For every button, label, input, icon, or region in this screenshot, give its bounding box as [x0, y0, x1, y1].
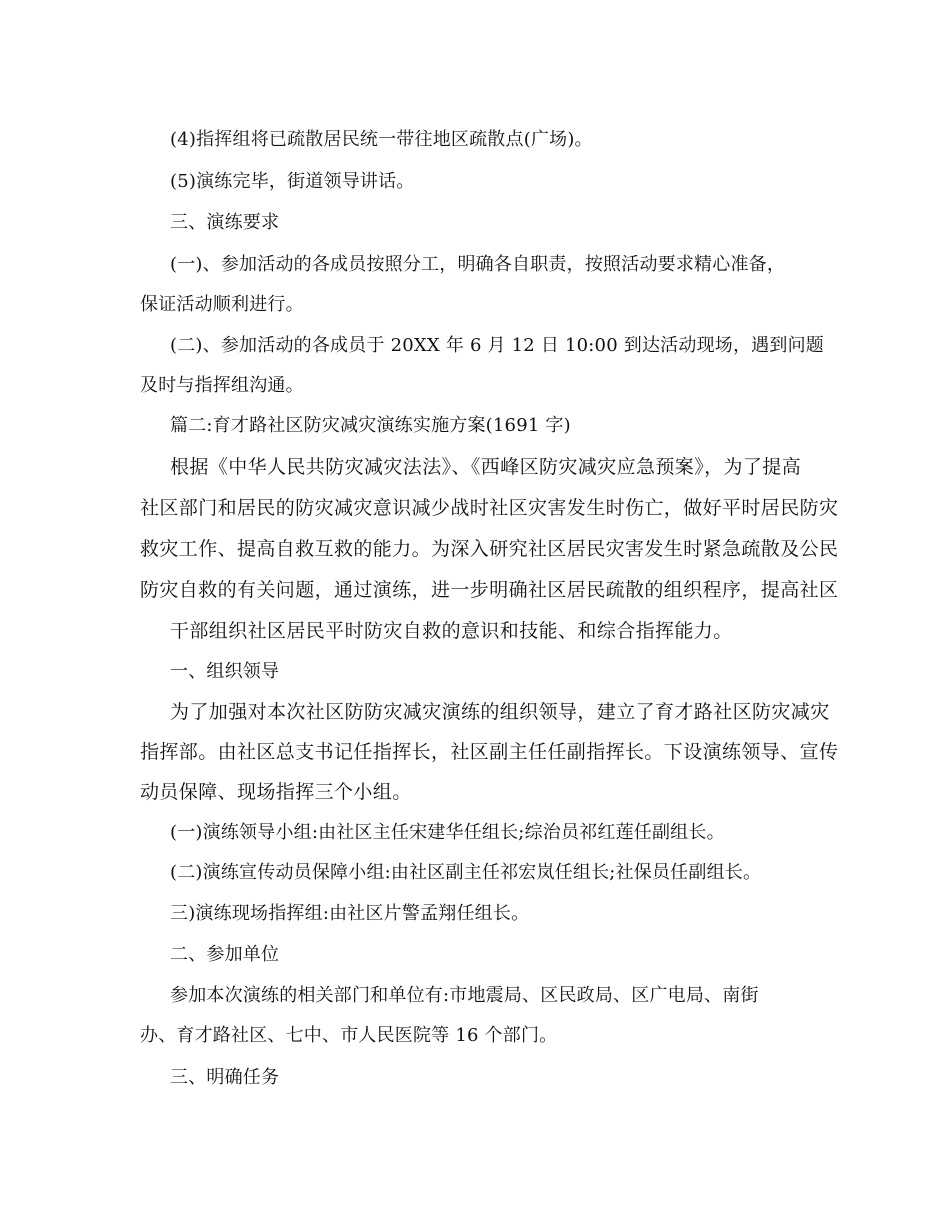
paragraph-line: 防灾自救的有关问题，通过演练，进一步明确社区居民疏散的组织程序，提高社区 — [140, 579, 839, 601]
paragraph-line: 社区部门和居民的防灾减灾意识减少战时社区灾害发生时伤亡，做好平时居民防灾 — [140, 497, 839, 519]
paragraph-line: 办、育才路社区、七中、市人民医院等 16 个部门。 — [140, 1025, 558, 1046]
paragraph-line: (一)、参加活动的各成员按照分工，明确各自职责，按照活动要求精心准备， — [170, 254, 786, 275]
paragraph-line: 干部组织社区居民平时防灾自救的意识和技能、和综合指挥能力。 — [170, 620, 733, 642]
paragraph-line: 动员保障、现场指挥三个小组。 — [140, 781, 412, 803]
paragraph-line: (一)演练领导小组:由社区主任宋建华任组长;综治员祁红莲任副组长。 — [170, 822, 725, 843]
paragraph-line: 参加本次演练的相关部门和单位有:市地震局、区民政局、区广电局、南街 — [170, 985, 759, 1006]
paragraph-line: 及时与指挥组沟通。 — [140, 375, 304, 396]
paragraph-line: 救灾工作、提高自救互救的能力。为深入研究社区居民灾害发生时紧急疏散及公民 — [140, 538, 839, 560]
paragraph-line: 保证活动顺利进行。 — [140, 294, 304, 315]
section-heading: 三、明确任务 — [170, 1067, 280, 1088]
paragraph-line: 为了加强对本次社区防防灾减灾演练的组织领导，建立了育才路社区防灾减灾 — [170, 701, 830, 723]
section-heading: 三、演练要求 — [170, 212, 280, 233]
paragraph-line: 指挥部。由社区总支书记任指挥长，社区副主任任副指挥长。下设演练领导、宣传 — [140, 741, 839, 763]
paragraph-line: (二)演练宣传动员保障小组:由社区副主任祁宏岚任组长;社保员任副组长。 — [170, 862, 762, 883]
section-heading: 一、组织领导 — [170, 661, 280, 682]
paragraph-line: (4)指挥组将已疏散居民统一带往地区疏散点(广场)。 — [170, 129, 593, 150]
paragraph-line: 根据《中华人民共防灾减灾法法》、《西峰区防灾减灾应急预案》，为了提高 — [170, 456, 802, 478]
paragraph-line: 三)演练现场指挥组:由社区片警孟翔任组长。 — [170, 903, 530, 924]
section-heading: 二、参加单位 — [170, 944, 280, 965]
paragraph-line: (5)演练完毕，街道领导讲话。 — [170, 171, 415, 192]
article-heading: 篇二:育才路社区防灾减灾演练实施方案(1691 字) — [170, 415, 571, 436]
paragraph-line: (二)、参加活动的各成员于 20XX 年 6 月 12 日 10:00 到达活动现场，遇到问题 — [170, 335, 824, 356]
